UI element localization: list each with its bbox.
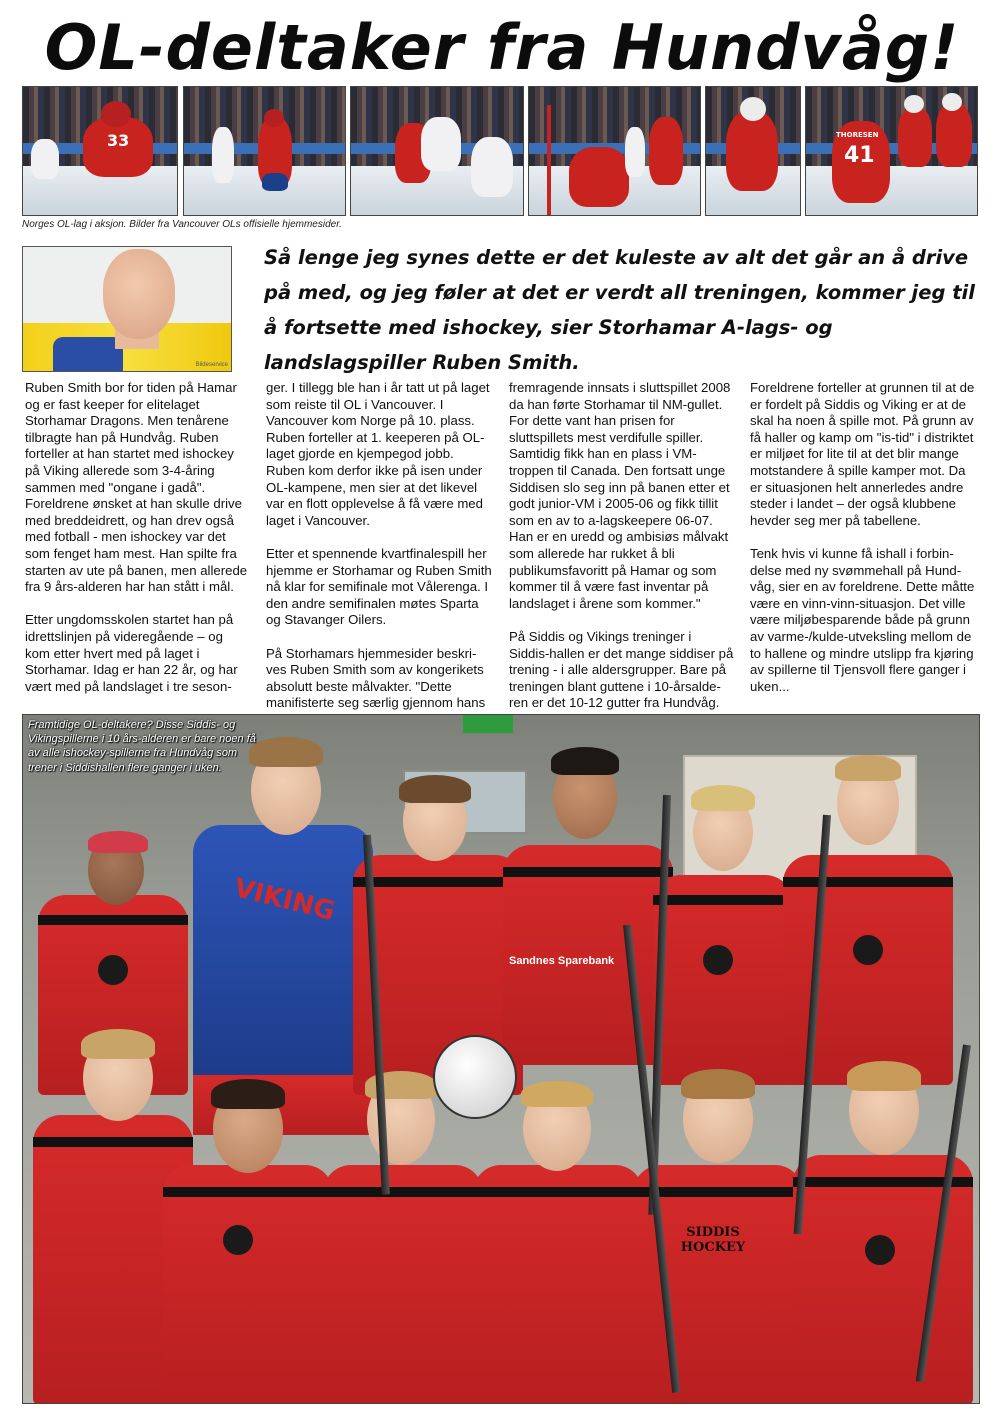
- strip-photo-6: [805, 86, 978, 216]
- strip-photo-2: [183, 86, 346, 216]
- paragraph: Tenk hvis vi kunne få ishall i forbin-delse med ny svømmehall på Hund-våg, sier en av foreldrene. Dette måtte være en vinn-vinn-situasjon. Det ville være miljøbesparende både på grunn av varme-/kulde-utveksling mellom de to hallene og mindre utslipp fra kjøring av spillerne til Tjensvoll flere ganger i uken...: [750, 545, 975, 694]
- lead-quote: Så lenge jeg synes dette er det kuleste av alt det går an å drive på med, og jeg føler at det er verdt all treningen, kommer jeg til å fortsette med ishockey, sier Storhamar A-lags- og landslagspiller Ruben Smith.: [264, 246, 975, 374]
- paragraph: Ruben Smith bor for tiden på Hamar og er fast keeper for elitelaget Storhamar Dragons. Men tenårene tilbragte han på Hundvåg. Ruben forteller at han startet med ishockey på Viking allerede som 3-4-åring sammen med "ongane i gadå". Foreldrene ønsket at han skulle drive med breddeidrett, og han drev også med fotball - men ishockey var det som fenget ham mest. Han spilte fra starten av ute på banen, men allerede fra 9 års-alderen har han stått i mål.: [25, 380, 248, 595]
- strip-photo-5: [705, 86, 801, 216]
- team-photo-caption: Framtidige OL-deltakere? Disse Siddis- og Vikingspillerne i 10 års-alderen er bare noen få av alle ishockey-spillerne fra Hundvåg som trener i Siddishallen flere ganger i uken.: [28, 719, 256, 774]
- team-photo: [22, 714, 980, 1404]
- paragraph: ger. I tillegg ble han i år tatt ut på laget som reiste til OL i Vancouver. I Vancouver kom Norge på 10. plass. Ruben forteller at 1. keeperen på OL-laget gjorde en kjempegod jobb. Ruben kom derfor ikke på isen under OL-kampene, men sier at det likevel var en flott opplevelse å få være med laget i Vancouver.: [266, 380, 490, 528]
- viking-jersey-text: VIKING: [230, 873, 338, 927]
- article-column-3: [509, 380, 735, 728]
- article-column-1: [25, 380, 251, 712]
- paragraph: Etter et spennende kvartfinalespill her hjemme er Storhamar og Ruben Smith nå klar for semifinale mot Vålerenga. I den andre semifinalen møtes Sparta og Stavanger Oilers.: [266, 545, 492, 628]
- photo-credit: Bildeservice: [195, 362, 228, 368]
- jersey-number: 33: [107, 131, 130, 150]
- player-figure: [793, 1065, 973, 1404]
- player-figure: [473, 1085, 643, 1404]
- paragraph: På Siddis og Vikings treninger i Siddis-hallen er det mange siddiser på trening - i alle aldersgrupper. Bare på treningen blant guttene i 10-årsalde-ren er det 10-12 gutter fra Hundvåg.: [509, 628, 734, 711]
- crest-text: SIDDIS HOCKEY: [680, 1225, 746, 1255]
- player-figure: [653, 785, 793, 1085]
- paragraph: fremragende innsats i sluttspillet 2008 da han førte Storhamar til NM-gullet. For dette vant han prisen for sluttspillets mest verdifulle spiller. Samtidig fikk han en plass i VM-troppen til Canada. Den fortsatt unge Siddisen slo seg inn på banen etter et godt junior-VM i 2005-06 og fikk tillit som en av to a-lagskeepere 06-07. Han er en uredd og ambisiøs målvakt som allerede har rukket å bli publikumsfavoritt på Hamar og som kommer til å være fast inventar på landslaget i årene som kommer.": [509, 380, 731, 611]
- paragraph: Foreldrene forteller at grunnen til at de er fordelt på Siddis og Viking er at de skal ha noen å spille mot. På grunn av få haller og kamp om "is-tid" i distriktet er miljøet for lite til at det blir mange motstandere å spille kamper mot. Da er situasjonen helt annerledes andre steder i landet – der også klubbene hevder seg mer på tabellene.: [750, 380, 975, 528]
- jersey-number: 41: [844, 143, 875, 168]
- strip-photo-1: [22, 86, 178, 216]
- sponsor-text: Sandnes Sparebank: [509, 955, 615, 967]
- strip-photo-4: [528, 86, 701, 216]
- paragraph: Etter ungdomsskolen startet han på idrettslinjen på videregående – og kom etter hvert med på laget i Storhamar. Idag er han 22 år, og har vært med på landslaget i tre seson-: [25, 612, 238, 694]
- portrait-photo: [22, 246, 232, 372]
- article-column-2: [266, 380, 492, 728]
- article-column-4: [750, 380, 976, 712]
- player-figure: [503, 745, 673, 1065]
- player-figure: [323, 1075, 483, 1404]
- paragraph: På Storhamars hjemmesider beskri-ves Ruben Smith som av kongerikets absolutt beste målvakter. "Dette manifisterte seg særlig gjennom hans: [266, 645, 486, 711]
- player-figure: [163, 1085, 333, 1404]
- strip-photo-3: [350, 86, 524, 216]
- jersey-name: THORESEN: [836, 131, 879, 139]
- strip-caption: Norges OL-lag i aksjon. Bilder fra Vancouver OLs offisielle hjemmesider.: [22, 219, 342, 230]
- headline: OL-deltaker fra Hundvåg!: [44, 10, 960, 84]
